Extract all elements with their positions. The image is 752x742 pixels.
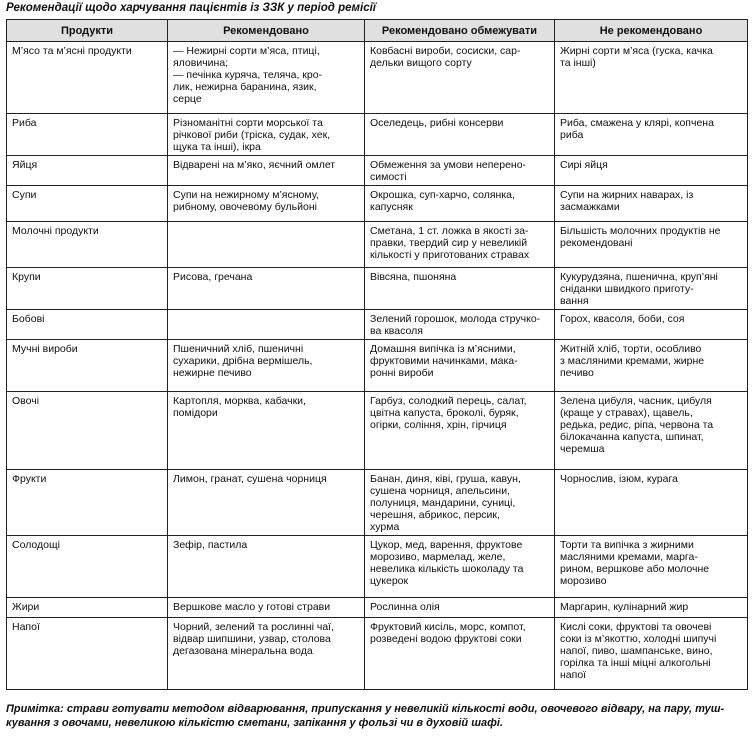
table-row — [7, 470, 748, 536]
recommended-cell: Лимон, гранат, сушена чорниця — [168, 470, 365, 536]
not-recommended-cell: Супи на жирних наварах, із засмажками — [555, 186, 748, 222]
limit-cell: Ковбасні вироби, сосиски, сар- дельки вищого сорту — [365, 42, 555, 114]
product-name: Молочні продукти — [7, 222, 168, 268]
product-name: Фрукти — [7, 470, 168, 536]
header-row — [7, 20, 748, 42]
table-row — [7, 618, 748, 690]
not-recommended-cell: Маргарин, кулінарний жир — [555, 598, 748, 618]
limit-cell: Сметана, 1 ст. ложка в якості за- правки, твердий сир у невеликій кількості у приготованих стравах — [365, 222, 555, 268]
product-name: Овочі — [7, 392, 168, 470]
limit-cell: Фруктовий кисіль, морс, компот, розведені водою фруктові соки — [365, 618, 555, 690]
table-row — [7, 598, 748, 618]
recommended-cell: Супи на нежирному м’ясному, рибному, овочевому бульйоні — [168, 186, 365, 222]
limit-cell: Окрошка, суп-харчо, солянка, капусняк — [365, 186, 555, 222]
table-row — [7, 536, 748, 598]
header-products: Продукти — [7, 20, 168, 42]
product-name: Жири — [7, 598, 168, 618]
limit-cell: Оселедець, рибні консерви — [365, 114, 555, 156]
limit-cell: Зелений горошок, молода стручко- ва квасоля — [365, 310, 555, 340]
not-recommended-cell: Житній хліб, торти, особливо з масляними кремами, жирне печиво — [555, 340, 748, 392]
recommended-cell: Відварені на м’яко, яєчний омлет — [168, 156, 365, 186]
footnote: Примітка: страви готувати методом відварювання, припускання у невеликій кількості води, овочевого відвару, на пару, туш- кування з овочами, невеликою кількістю сметани, запікання у фользі чи в духовій шафі. — [6, 703, 725, 729]
table-row — [7, 392, 748, 470]
table-body — [7, 42, 748, 690]
product-name: Яйця — [7, 156, 168, 186]
limit-cell: Гарбуз, солодкий перець, салат, цвітна капуста, броколі, буряк, огірки, соління, хрін, гірчиця — [365, 392, 555, 470]
table-row — [7, 156, 748, 186]
product-name: Солодощі — [7, 536, 168, 598]
not-recommended-cell: Кукурудзяна, пшенична, круп’яні сніданки швидкого приготу- вання — [555, 268, 748, 310]
recommended-cell: Зефір, пастила — [168, 536, 365, 598]
table-title: Рекомендації щодо харчування пацієнтів із ЗЗК у період ремісії — [6, 2, 376, 14]
table-row — [7, 222, 748, 268]
recommended-cell: Чорний, зелений та рослинні чаї, відвар шипшини, узвар, столова дегазована мінеральна вода — [168, 618, 365, 690]
recommended-cell — [168, 310, 365, 340]
not-recommended-cell: Кислі соки, фруктові та овочеві соки із м’якоттю, холодні шипучі напої, пиво, шампанське, вино, горілка та інші міцні алкогольні напої — [555, 618, 748, 690]
product-name: М’ясо та м’ясні продукти — [7, 42, 168, 114]
limit-cell: Обмеження за умови неперено- симості — [365, 156, 555, 186]
not-recommended-cell: Жирні сорти м’яса (гуска, качка та інші) — [555, 42, 748, 114]
not-recommended-cell: Зелена цибуля, часник, цибуля (краще у стравах), щавель, редька, редис, ріпа, червона та білокачанна капуста, шпинат, черемша — [555, 392, 748, 470]
not-recommended-cell: Горох, квасоля, боби, соя — [555, 310, 748, 340]
not-recommended-cell: Торти та випічка з жирними масляними кремами, марга- рином, вершкове або молочне морозиво — [555, 536, 748, 598]
table-row — [7, 310, 748, 340]
header-limit: Рекомендовано обмежувати — [365, 20, 555, 42]
not-recommended-cell: Сирі яйця — [555, 156, 748, 186]
limit-cell: Цукор, мед, варення, фруктове морозиво, мармелад, желе, невелика кількість шоколаду та цукерок — [365, 536, 555, 598]
limit-cell: Банан, диня, ківі, груша, кавун, сушена чорниця, апельсини, полуниця, мандарини, суниці, черешня, абрикос, персик, хурма — [365, 470, 555, 536]
not-recommended-cell: Більшість молочних продуктів не рекомендовані — [555, 222, 748, 268]
recommended-cell: Вершкове масло у готові страви — [168, 598, 365, 618]
recommended-cell: Пшеничний хліб, пшеничні сухарики, дрібна вермішель, нежирне печиво — [168, 340, 365, 392]
recommended-cell: Різноманітні сорти морської та річкової риби (тріска, судак, хек, щука та інші), ікра — [168, 114, 365, 156]
header-not-recommended: Не рекомендовано — [555, 20, 748, 42]
table-row — [7, 186, 748, 222]
table-row — [7, 42, 748, 114]
not-recommended-cell: Риба, смажена у клярі, копчена риба — [555, 114, 748, 156]
product-name: Супи — [7, 186, 168, 222]
recommended-cell: Рисова, гречана — [168, 268, 365, 310]
table-row — [7, 114, 748, 156]
header-recommended: Рекомендовано — [168, 20, 365, 42]
recommended-cell: Картопля, морква, кабачки, помідори — [168, 392, 365, 470]
table-row — [7, 268, 748, 310]
product-name: Напої — [7, 618, 168, 690]
product-name: Бобові — [7, 310, 168, 340]
product-name: Крупи — [7, 268, 168, 310]
limit-cell: Вівсяна, пшоняна — [365, 268, 555, 310]
limit-cell: Домашня випічка із м’ясними, фруктовими начинками, мака- ронні вироби — [365, 340, 555, 392]
diet-table — [6, 19, 748, 690]
recommended-cell — [168, 222, 365, 268]
product-name: Риба — [7, 114, 168, 156]
limit-cell: Рослинна олія — [365, 598, 555, 618]
product-name: Мучні вироби — [7, 340, 168, 392]
not-recommended-cell: Чорнослив, ізюм, курага — [555, 470, 748, 536]
table-row — [7, 340, 748, 392]
recommended-cell: — Нежирні сорти м’яса, птиці, яловичина; — печінка куряча, теляча, кро- лик, нежирна баранина, язик, серце — [168, 42, 365, 114]
